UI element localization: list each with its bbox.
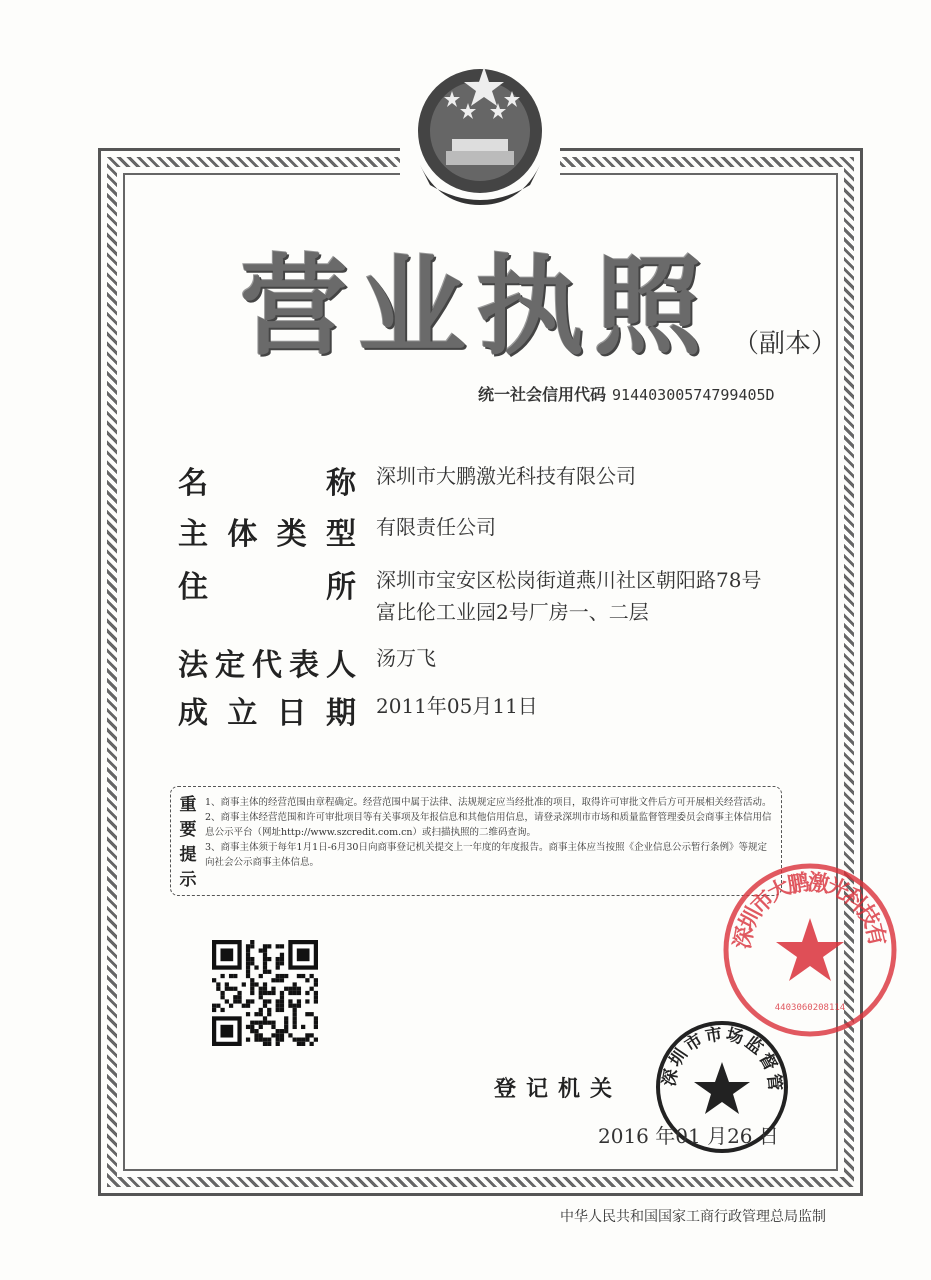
qr-code [212,940,318,1046]
notice-items [205,795,775,870]
field-label: 成 立 日 期 [178,696,356,731]
entity-type-value: 有限责任公司 [376,515,496,539]
svg-text:4403060208114: 4403060208114 [774,1003,846,1013]
national-emblem [400,55,560,215]
field-label: 住 所 [178,570,356,605]
svg-text:深圳市市场监督管理局: 深圳市市场监督管 [659,1024,785,1092]
field-label: 主 体 类 型 [178,517,356,552]
notice-item: 1、商事主体的经营范围由章程确定。经营范围中属于法律、法规规定应当经批准的项目，取得许可审批文件后方可开展相关经营活动。 [205,797,772,808]
document-title: 营业执照 [240,245,713,370]
notice-item: 2、商事主体经营范围和许可审批项目等有关事项及年报信息和其他信用信息，请登录深圳市市场和质量监督管理委员会商事主体信用信息公示平台（网址http://www.szcredit.com.cn）或扫描执照的二维码查询。 [205,812,772,838]
credit-code-line [478,382,775,405]
credit-code-value: 91440300574799405D [612,386,775,404]
address-line-1: 深圳市宝安区松岗街道燕川社区朝阳路78号 [376,568,762,592]
company-name-value: 深圳市大鹏激光科技有限公司 [376,464,636,488]
svg-text:深圳市大鹏激光科技有限公司: 深圳市大鹏激光科技有 [730,870,890,951]
credit-code-label: 统一社会信用代码 [478,385,607,404]
important-notice-box [170,786,782,896]
address-value [376,564,761,628]
address-line-2: 富比伦工业园2号厂房一、二层 [376,600,649,624]
document-subtitle: （副本） [733,329,838,359]
field-label: 名 称 [178,466,356,501]
field-label: 法 定 代 表 人 [178,648,356,683]
registration-authority-label: 登记机关 [494,1077,623,1102]
established-date-value: 2011年05月11日 [376,694,538,718]
notice-item: 3、商事主体须于每年1月1日-6月30日向商事登记机关提交上一年度的年度报告。商事主体应当按照《企业信息公示暂行条例》等规定向社会公示商事主体信息。 [205,842,767,868]
legal-rep-value: 汤万飞 [376,646,436,670]
notice-title: 重 要 提 示 [179,795,197,890]
company-seal [720,860,900,1040]
footer-supervision-note: 中华人民共和国国家工商行政管理总局监制 [560,1209,826,1225]
registration-date: 2016 年01 月26 日 [598,1124,779,1148]
